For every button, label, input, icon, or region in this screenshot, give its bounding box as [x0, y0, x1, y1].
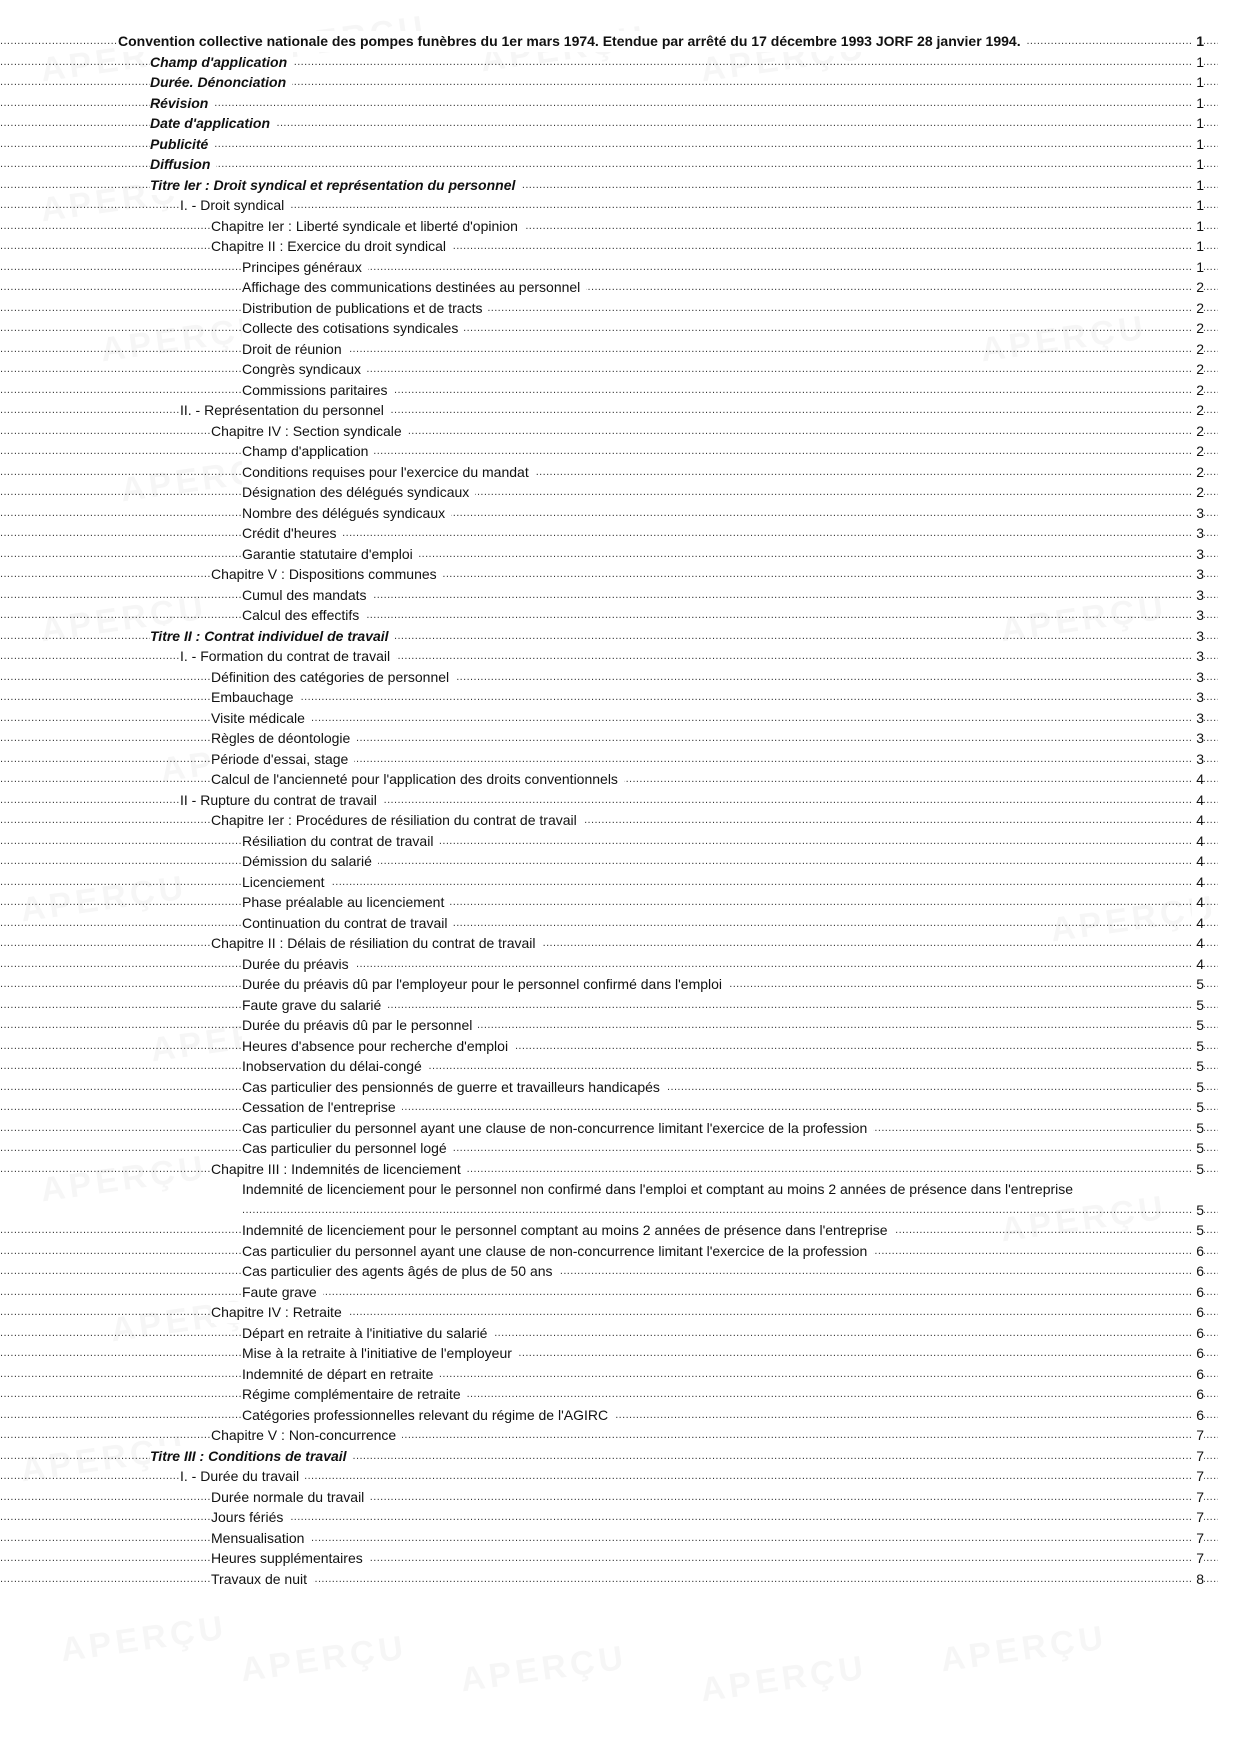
dot-leader — [0, 1036, 1218, 1057]
toc-entry-page: 3 — [1192, 708, 1204, 729]
toc-entry-title: Congrès syndicaux — [242, 359, 367, 380]
dot-leader — [0, 482, 1218, 503]
toc-entry-page: 2 — [1192, 421, 1204, 442]
toc-entry-title: Distribution de publications et de tracts — [242, 298, 488, 319]
dot-leader — [0, 277, 1218, 298]
toc-entry[interactable] — [0, 1118, 1240, 1139]
toc-entry-page: 2 — [1192, 441, 1204, 462]
toc-entry-page: 1 — [1192, 216, 1204, 237]
toc-entry-title: I. - Durée du travail — [180, 1466, 305, 1487]
dot-leader — [0, 605, 1218, 626]
toc-entry[interactable] — [0, 769, 1240, 790]
toc-entry-title: Cas particulier du personnel ayant une clause de non-concurrence limitant l'exercice de la profession — [242, 1241, 873, 1262]
watermark-text — [58, 1609, 229, 1671]
toc-entry-title: Continuation du contrat de travail — [242, 913, 453, 934]
toc-entry-title: Durée du préavis dû par l'employeur pour le personnel confirmé dans l'emploi — [242, 974, 728, 995]
toc-entry-title: Cessation de l'entreprise — [242, 1097, 402, 1118]
toc-entry-title: Licenciement — [242, 872, 331, 893]
dot-leader — [0, 441, 1218, 462]
toc-entry-page: 5 — [1192, 1118, 1204, 1139]
toc-entry-title: Chapitre III : Indemnités de licenciement — [211, 1159, 467, 1180]
toc-entry-title: Chapitre IV : Retraite — [211, 1302, 348, 1323]
toc-entry-page: 7 — [1192, 1487, 1204, 1508]
toc-entry-page: 3 — [1192, 687, 1204, 708]
toc-entry[interactable] — [0, 236, 1240, 257]
toc-entry-title: Embauchage — [211, 687, 300, 708]
toc-entry[interactable] — [0, 1446, 1240, 1467]
toc-entry-title: Catégories professionnelles relevant du régime de l'AGIRC — [242, 1405, 614, 1426]
toc-entry-page: 5 — [1192, 1077, 1204, 1098]
toc-entry-title: Définition des catégories de personnel — [211, 667, 455, 688]
toc-entry-page: 5 — [1192, 1056, 1204, 1077]
toc-entry-page: 3 — [1192, 667, 1204, 688]
toc-entry[interactable] — [0, 175, 1240, 196]
toc-entry[interactable] — [0, 1015, 1240, 1036]
toc-entry[interactable] — [0, 503, 1240, 524]
toc-entry-title: Cas particulier du personnel logé — [242, 1138, 453, 1159]
toc-entry-page: 7 — [1192, 1446, 1204, 1467]
toc-entry[interactable] — [0, 1056, 1240, 1077]
toc-entry-page: 3 — [1192, 523, 1204, 544]
toc-entry-page: 1 — [1192, 31, 1204, 52]
toc-entry[interactable] — [0, 1343, 1240, 1364]
toc-entry[interactable] — [0, 872, 1240, 893]
toc-entry[interactable] — [0, 462, 1240, 483]
toc-entry[interactable] — [0, 1487, 1240, 1508]
dot-leader — [0, 1487, 1218, 1508]
toc-entry-page: 5 — [1192, 974, 1204, 995]
toc-entry-page: 4 — [1192, 892, 1204, 913]
toc-entry[interactable] — [0, 298, 1240, 319]
toc-entry-page: 6 — [1192, 1323, 1204, 1344]
dot-leader — [0, 831, 1218, 852]
toc-entry-page: 5 — [1192, 1015, 1204, 1036]
toc-entry[interactable] — [0, 380, 1240, 401]
toc-entry-title: Champ d'application — [150, 52, 293, 73]
toc-entry-title: Calcul des effectifs — [242, 605, 365, 626]
toc-entry-title: Phase préalable au licenciement — [242, 892, 450, 913]
toc-entry-title: Durée du préavis dû par le personnel — [242, 1015, 478, 1036]
toc-entry-page: 2 — [1192, 462, 1204, 483]
toc-entry-page: 5 — [1192, 1036, 1204, 1057]
toc-entry-page: 2 — [1192, 380, 1204, 401]
toc-entry-page: 6 — [1192, 1343, 1204, 1364]
dot-leader — [0, 421, 1218, 442]
toc-entry[interactable] — [0, 974, 1240, 995]
toc-entry-page: 3 — [1192, 544, 1204, 565]
toc-entry-title: Faute grave — [242, 1282, 323, 1303]
toc-entry-title: Collecte des cotisations syndicales — [242, 318, 464, 339]
dot-leader — [0, 749, 1218, 770]
dot-leader — [0, 1323, 1218, 1344]
toc-entry-page: 5 — [1192, 1220, 1204, 1241]
dot-leader — [0, 318, 1218, 339]
toc-entry-page: 2 — [1192, 400, 1204, 421]
watermark-text — [938, 1619, 1109, 1681]
toc-entry-title: Chapitre IV : Section syndicale — [211, 421, 408, 442]
toc-entry-title: Inobservation du délai-congé — [242, 1056, 428, 1077]
toc-entry[interactable] — [0, 318, 1240, 339]
dot-leader — [0, 1384, 1218, 1405]
dot-leader — [0, 585, 1218, 606]
dot-leader — [0, 1548, 1218, 1569]
toc-entry-title: Heures d'absence pour recherche d'emploi — [242, 1036, 514, 1057]
toc-entry-title: Régime complémentaire de retraite — [242, 1384, 467, 1405]
table-of-contents — [0, 31, 1240, 1589]
toc-entry[interactable] — [0, 113, 1240, 134]
toc-entry[interactable] — [0, 749, 1240, 770]
toc-entry-title: Garantie statutaire d'emploi — [242, 544, 419, 565]
dot-leader — [0, 1056, 1218, 1077]
toc-entry-title: Indemnité de départ en retraite — [242, 1364, 439, 1385]
toc-entry[interactable] — [0, 913, 1240, 934]
dot-leader — [0, 954, 1218, 975]
toc-entry-page: 6 — [1192, 1241, 1204, 1262]
toc-entry[interactable] — [0, 954, 1240, 975]
toc-entry-title: Chapitre Ier : Procédures de résiliation du contrat de travail — [211, 810, 583, 831]
toc-entry[interactable] — [0, 1159, 1240, 1180]
toc-entry-title: Principes généraux — [242, 257, 368, 278]
toc-entry-page: 3 — [1192, 503, 1204, 524]
dot-leader — [0, 892, 1218, 913]
dot-leader — [0, 339, 1218, 360]
toc-entry[interactable] — [0, 687, 1240, 708]
dot-leader — [0, 1261, 1218, 1282]
watermark-text — [698, 1649, 869, 1711]
toc-entry[interactable] — [0, 1548, 1240, 1569]
toc-entry[interactable] — [0, 359, 1240, 380]
toc-entry[interactable] — [0, 995, 1240, 1016]
dot-leader — [0, 1015, 1218, 1036]
dot-leader — [0, 1343, 1218, 1364]
toc-entry-title: Titre III : Conditions de travail — [150, 1446, 353, 1467]
toc-entry-page: 4 — [1192, 851, 1204, 872]
toc-entry-title: Durée normale du travail — [211, 1487, 370, 1508]
toc-entry-title: Règles de déontologie — [211, 728, 356, 749]
toc-entry-page: 2 — [1192, 277, 1204, 298]
toc-entry-title: Chapitre II : Exercice du droit syndical — [211, 236, 452, 257]
toc-entry-title: Démission du salarié — [242, 851, 378, 872]
dot-leader — [0, 523, 1218, 544]
toc-entry-title: Révision — [150, 93, 214, 114]
toc-entry[interactable] — [0, 31, 1240, 52]
toc-entry-title: Durée. Dénonciation — [150, 72, 292, 93]
toc-entry-title: Publicité — [150, 134, 214, 155]
toc-entry-title: Mensualisation — [211, 1528, 310, 1549]
dot-leader — [242, 1200, 1218, 1221]
toc-entry-title: Désignation des délégués syndicaux — [242, 482, 475, 503]
toc-entry-title: Chapitre II : Délais de résiliation du contrat de travail — [211, 933, 542, 954]
toc-entry[interactable] — [0, 851, 1240, 872]
toc-entry-title: Chapitre V : Dispositions communes — [211, 564, 443, 585]
toc-entry[interactable] — [0, 523, 1240, 544]
dot-leader — [0, 1159, 1218, 1180]
toc-entry[interactable] — [0, 1507, 1240, 1528]
toc-entry-title: Cas particulier des pensionnés de guerre et travailleurs handicapés — [242, 1077, 666, 1098]
toc-entry[interactable] — [0, 339, 1240, 360]
dot-leader — [0, 1528, 1218, 1549]
toc-entry-title: Cas particulier du personnel ayant une clause de non-concurrence limitant l'exercice de la profession — [242, 1118, 873, 1139]
toc-entry[interactable] — [0, 585, 1240, 606]
toc-entry[interactable] — [0, 154, 1240, 175]
toc-entry[interactable] — [0, 134, 1240, 155]
toc-entry-page: 5 — [1192, 995, 1204, 1016]
toc-entry-page: 1 — [1192, 195, 1204, 216]
toc-entry[interactable] — [0, 1466, 1240, 1487]
toc-entry-page: 1 — [1192, 52, 1204, 73]
toc-entry[interactable] — [0, 892, 1240, 913]
dot-leader — [0, 1569, 1218, 1590]
toc-entry-page: 3 — [1192, 626, 1204, 647]
toc-entry-title: Cas particulier des agents âgés de plus de 50 ans — [242, 1261, 559, 1282]
toc-entry-page: 5 — [1192, 1097, 1204, 1118]
toc-entry-page: 1 — [1192, 236, 1204, 257]
toc-entry[interactable] — [0, 1364, 1240, 1385]
toc-entry-page: 1 — [1192, 175, 1204, 196]
toc-entry-title: Cumul des mandats — [242, 585, 373, 606]
toc-entry-title: Jours fériés — [211, 1507, 289, 1528]
toc-entry-page: 4 — [1192, 810, 1204, 831]
dot-leader — [0, 810, 1218, 831]
dot-leader — [0, 667, 1218, 688]
toc-entry-title: Champ d'application — [242, 441, 374, 462]
toc-entry[interactable] — [0, 626, 1240, 647]
toc-entry[interactable] — [0, 1261, 1240, 1282]
toc-entry-title: Indemnité de licenciement pour le personnel non confirmé dans l'emploi et comptant au moins 2 années de présence dans l'entreprise — [242, 1179, 1079, 1200]
dot-leader — [0, 933, 1218, 954]
toc-entry[interactable] — [0, 1528, 1240, 1549]
toc-entry-page: 7 — [1192, 1507, 1204, 1528]
toc-entry-page: 7 — [1192, 1528, 1204, 1549]
toc-entry[interactable] — [0, 1036, 1240, 1057]
dot-leader — [0, 1282, 1218, 1303]
toc-entry[interactable] — [0, 646, 1240, 667]
toc-entry[interactable] — [0, 421, 1240, 442]
toc-entry-title: Droit de réunion — [242, 339, 348, 360]
toc-entry-page: 2 — [1192, 359, 1204, 380]
toc-entry-page: 3 — [1192, 585, 1204, 606]
toc-entry[interactable] — [0, 1282, 1240, 1303]
toc-entry-page: 2 — [1192, 339, 1204, 360]
toc-entry-title: Chapitre V : Non-concurrence — [211, 1425, 402, 1446]
toc-entry-page: 4 — [1192, 872, 1204, 893]
toc-entry-title: Indemnité de licenciement pour le personnel comptant au moins 2 années de présence dans l'entreprise — [242, 1220, 894, 1241]
toc-entry[interactable] — [0, 482, 1240, 503]
toc-entry-title: Titre II : Contrat individuel de travail — [150, 626, 395, 647]
dot-leader — [0, 851, 1218, 872]
toc-entry-page: 3 — [1192, 564, 1204, 585]
toc-entry[interactable] — [0, 72, 1240, 93]
toc-entry-title: Chapitre Ier : Liberté syndicale et liberté d'opinion — [211, 216, 524, 237]
toc-entry-page: 8 — [1192, 1569, 1204, 1590]
toc-entry-page: 1 — [1192, 134, 1204, 155]
toc-entry-page: 1 — [1192, 93, 1204, 114]
toc-entry[interactable] — [0, 1220, 1240, 1241]
watermark-text — [238, 1629, 409, 1691]
toc-entry[interactable] — [0, 790, 1240, 811]
toc-entry[interactable] — [0, 195, 1240, 216]
dot-leader — [0, 544, 1218, 565]
toc-entry-title: Conditions requises pour l'exercice du mandat — [242, 462, 535, 483]
toc-entry-title: II - Rupture du contrat de travail — [180, 790, 383, 811]
toc-entry-page: 6 — [1192, 1384, 1204, 1405]
toc-entry-title: II. - Représentation du personnel — [180, 400, 390, 421]
toc-entry[interactable] — [0, 1302, 1240, 1323]
toc-entry-title: Titre Ier : Droit syndical et représentation du personnel — [150, 175, 521, 196]
toc-entry-page: 6 — [1192, 1282, 1204, 1303]
dot-leader — [0, 1138, 1218, 1159]
toc-entry[interactable] — [0, 933, 1240, 954]
dot-leader — [0, 1302, 1218, 1323]
dot-leader — [0, 1097, 1218, 1118]
toc-entry-title: Travaux de nuit — [211, 1569, 313, 1590]
dot-leader — [0, 359, 1218, 380]
toc-entry[interactable] — [0, 93, 1240, 114]
toc-entry[interactable] — [0, 257, 1240, 278]
toc-entry-page: 3 — [1192, 749, 1204, 770]
toc-entry-title: Mise à la retraite à l'initiative de l'employeur — [242, 1343, 518, 1364]
toc-entry-title: Durée du préavis — [242, 954, 355, 975]
toc-entry-title: Convention collective nationale des pompes funèbres du 1er mars 1974. Etendue par arrêté du 17 décembre 1993 JORF 28 janvier 1994. — [118, 31, 1027, 52]
toc-entry-title: I. - Formation du contrat de travail — [180, 646, 396, 667]
dot-leader — [0, 564, 1218, 585]
toc-entry-page: 1 — [1192, 257, 1204, 278]
dot-leader — [0, 1425, 1218, 1446]
toc-entry[interactable] — [0, 52, 1240, 73]
toc-entry-page: 6 — [1192, 1302, 1204, 1323]
toc-entry-page: 1 — [1192, 154, 1204, 175]
toc-entry[interactable] — [0, 400, 1240, 421]
toc-entry[interactable] — [0, 810, 1240, 831]
toc-entry-page: 7 — [1192, 1548, 1204, 1569]
toc-entry-title: Crédit d'heures — [242, 523, 343, 544]
toc-entry-title: Date d'application — [150, 113, 276, 134]
toc-entry-page: 1 — [1192, 113, 1204, 134]
toc-entry[interactable] — [0, 1241, 1240, 1262]
toc-entry-page: 1 — [1192, 72, 1204, 93]
toc-entry-page: 4 — [1192, 933, 1204, 954]
toc-entry-page: 4 — [1192, 769, 1204, 790]
toc-entry-title: Commissions paritaires — [242, 380, 393, 401]
toc-entry[interactable] — [0, 277, 1240, 298]
toc-entry[interactable] — [0, 1405, 1240, 1426]
toc-entry[interactable] — [0, 1077, 1240, 1098]
toc-entry[interactable] — [0, 708, 1240, 729]
dot-leader — [0, 687, 1218, 708]
dot-leader — [0, 503, 1218, 524]
toc-entry-page: 6 — [1192, 1364, 1204, 1385]
toc-entry-page: 3 — [1192, 646, 1204, 667]
toc-entry[interactable] — [0, 1323, 1240, 1344]
toc-entry[interactable] — [0, 1425, 1240, 1446]
toc-entry-title: Départ en retraite à l'initiative du salarié — [242, 1323, 493, 1344]
toc-entry-title: Visite médicale — [211, 708, 311, 729]
watermark-text — [458, 1639, 629, 1701]
toc-entry[interactable] — [0, 564, 1240, 585]
toc-entry-title: Affichage des communications destinées au personnel — [242, 277, 586, 298]
toc-entry[interactable] — [0, 1569, 1240, 1590]
toc-entry-title: Résiliation du contrat de travail — [242, 831, 439, 852]
toc-entry-page: 4 — [1192, 954, 1204, 975]
toc-entry-page: 6 — [1192, 1261, 1204, 1282]
dot-leader — [0, 872, 1218, 893]
toc-entry-page: 2 — [1192, 298, 1204, 319]
dot-leader — [0, 1364, 1218, 1385]
toc-entry-title: I. - Droit syndical — [180, 195, 290, 216]
toc-entry-title: Heures supplémentaires — [211, 1548, 369, 1569]
toc-entry-title: Calcul de l'ancienneté pour l'application des droits conventionnels — [211, 769, 624, 790]
toc-entry-page: 4 — [1192, 790, 1204, 811]
toc-entry-page: 3 — [1192, 728, 1204, 749]
dot-leader — [0, 728, 1218, 749]
toc-entry-page: 5 — [1192, 1200, 1204, 1221]
toc-entry[interactable] — [0, 1384, 1240, 1405]
toc-entry-page: 7 — [1192, 1466, 1204, 1487]
toc-entry-page: 2 — [1192, 482, 1204, 503]
dot-leader — [0, 1507, 1218, 1528]
toc-entry-page: 5 — [1192, 1138, 1204, 1159]
toc-entry[interactable] — [0, 1179, 1240, 1220]
toc-entry[interactable] — [0, 1097, 1240, 1118]
dot-leader — [0, 298, 1218, 319]
dot-leader — [0, 995, 1218, 1016]
toc-entry[interactable] — [0, 544, 1240, 565]
toc-entry-page: 6 — [1192, 1405, 1204, 1426]
toc-entry-title: Période d'essai, stage — [211, 749, 354, 770]
toc-entry[interactable] — [0, 605, 1240, 626]
toc-entry-title: Nombre des délégués syndicaux — [242, 503, 451, 524]
toc-entry-page: 3 — [1192, 605, 1204, 626]
toc-entry-page: 2 — [1192, 318, 1204, 339]
toc-entry[interactable] — [0, 441, 1240, 462]
toc-entry-title: Diffusion — [150, 154, 216, 175]
toc-entry-page: 5 — [1192, 1159, 1204, 1180]
toc-entry-page: 4 — [1192, 913, 1204, 934]
toc-entry[interactable] — [0, 728, 1240, 749]
toc-entry[interactable] — [0, 831, 1240, 852]
dot-leader — [0, 462, 1218, 483]
dot-leader — [0, 216, 1218, 237]
dot-leader — [0, 257, 1218, 278]
toc-entry-page: 7 — [1192, 1425, 1204, 1446]
dot-leader — [0, 708, 1218, 729]
toc-entry[interactable] — [0, 216, 1240, 237]
dot-leader — [0, 913, 1218, 934]
toc-entry[interactable] — [0, 667, 1240, 688]
toc-entry-title: Faute grave du salarié — [242, 995, 387, 1016]
toc-entry[interactable] — [0, 1138, 1240, 1159]
dot-leader — [0, 236, 1218, 257]
toc-entry-page: 4 — [1192, 831, 1204, 852]
dot-leader — [0, 380, 1218, 401]
